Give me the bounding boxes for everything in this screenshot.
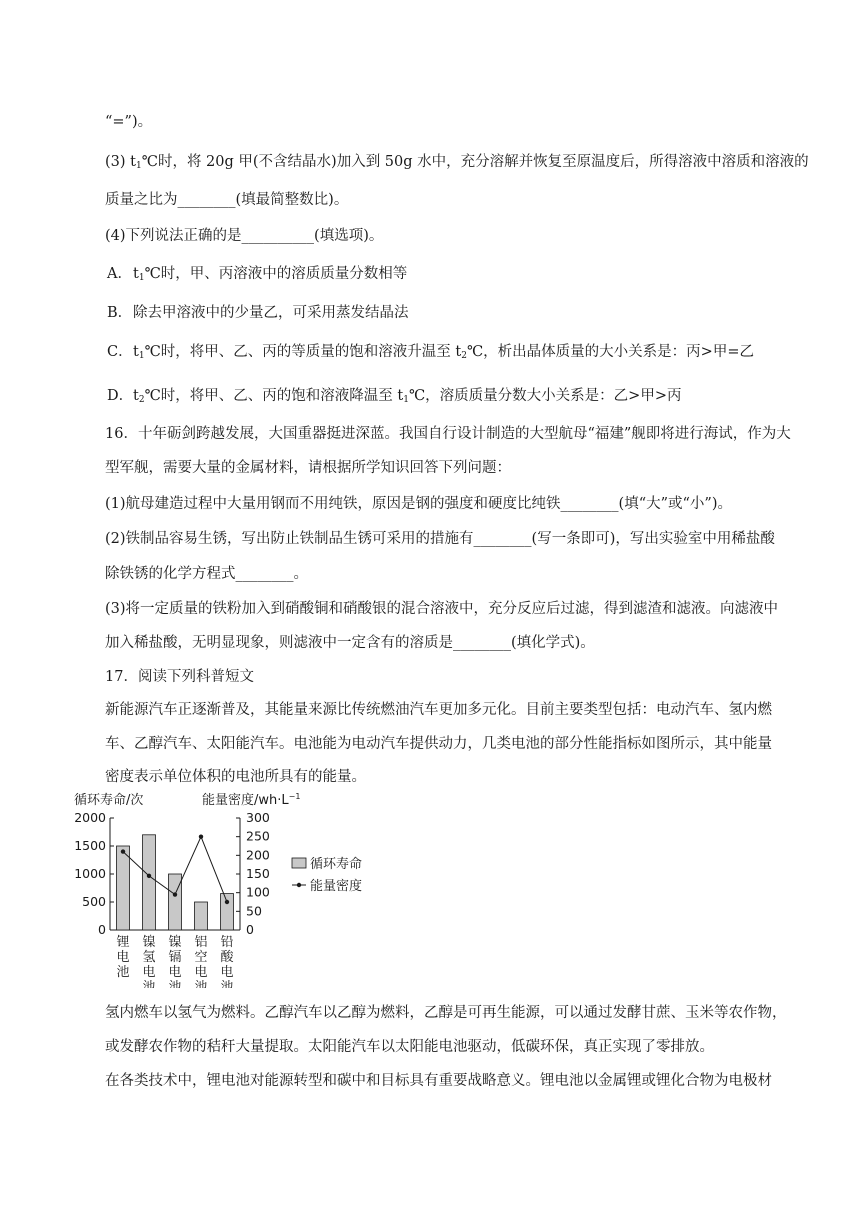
- passage-1-line-3: 密度表示单位体积的电池所具有的能量。: [105, 769, 366, 785]
- category-label-char: 池: [116, 965, 130, 980]
- category-label-char: 池: [168, 980, 182, 988]
- category-label-char: 池: [142, 980, 156, 988]
- right-tick-label: 100: [246, 884, 270, 900]
- right-axis-label-superscript: −1: [288, 792, 301, 801]
- left-tick-label: 1500: [74, 838, 106, 853]
- question-16-part-3-line-2: 加入稀盐酸，无明显现象，则滤液中一定含有的溶质是________(填化学式)。: [105, 635, 595, 651]
- category-label-char: 镍: [168, 935, 182, 950]
- right-tick-label: 250: [246, 828, 270, 844]
- left-tick-label: 1000: [74, 866, 106, 881]
- question-3-line-1: (3) $t_1℃$时，将 20g 甲(不含结晶水)加入到 50g 水中，充分溶解并恢复至原温度后，所得溶液中溶质和溶液的: [105, 154, 809, 171]
- passage-2-line-1: 氢内燃车以氢气为燃料。乙醇汽车以乙醇为燃料，乙醇是可再生能源，可以通过发酵甘蔗、玉米等农作物，: [105, 1005, 787, 1021]
- category-label-char: 氢: [142, 950, 156, 965]
- energy-density-point-镍镉电池: [173, 892, 177, 896]
- question-16-part-1: (1)航母建造过程中大量用钢而不用纯铁，原因是钢的强度和硬度比纯铁________(填“大”或“小”)。: [105, 496, 733, 512]
- bar-镍氢电池: [143, 835, 156, 930]
- left-tick-label: 500: [82, 894, 106, 909]
- bar-铝空电池: [195, 902, 208, 930]
- energy-density-point-锂电池: [121, 849, 125, 853]
- bar-锂电池: [117, 846, 130, 930]
- category-label-char: 电: [220, 965, 234, 980]
- option-a: A．$t_1℃$时，甲、丙溶液中的溶质质量分数相等: [107, 266, 408, 283]
- passage-1-line-2: 车、乙醇汽车、太阳能汽车。电池能为电动汽车提供动力，几类电池的部分性能指标如图所示，其中能量: [105, 736, 772, 752]
- right-tick-label: 0: [246, 922, 254, 937]
- category-label-char: 池: [220, 980, 234, 988]
- question-16-part-3-line-1: (3)将一定质量的铁粉加入到硝酸铜和硝酸银的混合溶液中，充分反应后过滤，得到滤渣和滤液。向滤液中: [105, 601, 779, 617]
- right-tick-label: 200: [246, 847, 270, 863]
- right-tick-label: 300: [246, 810, 270, 825]
- continuation-text: “=”)。: [105, 114, 153, 130]
- category-label-char: 电: [168, 965, 182, 980]
- category-label-char: 锂: [116, 935, 130, 950]
- question-17-title: 17．阅读下列科普短文: [105, 669, 254, 685]
- category-label-char: 铅: [220, 935, 234, 950]
- question-16-part-2-line-2: 除铁锈的化学方程式________。: [105, 566, 308, 582]
- question-4: (4)下列说法正确的是__________(填选项)。: [105, 228, 384, 244]
- bar-铅酸电池: [221, 894, 234, 930]
- category-label-char: 镍: [142, 935, 156, 950]
- question-3-line-2: 质量之比为________(填最简整数比)。: [105, 192, 349, 208]
- category-label-char: 酸: [220, 950, 234, 965]
- left-tick-label: 2000: [74, 810, 106, 825]
- energy-density-point-镍氢电池: [147, 874, 151, 878]
- passage-3-line-1: 在各类技术中，锂电池对能源转型和碳中和目标具有重要战略意义。锂电池以金属锂或锂化合物为电极材: [105, 1073, 772, 1089]
- passage-2-line-2: 或发酵农作物的秸秆大量提取。太阳能汽车以太阳能电池驱动，低碳环保，真正实现了零排放。: [105, 1039, 714, 1055]
- legend-cycle-life: 循环寿命: [310, 857, 363, 872]
- category-label-char: 电: [142, 965, 156, 980]
- passage-1-line-1: 新能源汽车正逐渐普及，其能量来源比传统燃油汽车更加多元化。目前主要类型包括：电动汽车、氢内燃: [105, 702, 772, 718]
- category-label-char: 电: [116, 950, 130, 965]
- legend-line-dot: [297, 883, 301, 887]
- battery-performance-chart: [70, 788, 390, 988]
- category-label-char: 空: [194, 950, 208, 965]
- left-axis-label: 循环寿命/次: [74, 793, 144, 808]
- energy-density-point-铅酸电池: [225, 900, 229, 904]
- category-label-char: 电: [194, 965, 208, 980]
- right-axis-label: 能量密度$/wh\cdot L^{-1}$: [202, 792, 301, 808]
- category-label-char: 镉: [168, 950, 182, 965]
- legend-energy-density: 能量密度: [310, 879, 363, 894]
- right-tick-label: 50: [246, 903, 262, 919]
- category-label-char: 池: [194, 980, 208, 988]
- option-d: D．$t_2℃$时，将甲、乙、丙的饱和溶液降温至 $t_1℃$，溶质质量分数大小关系是：乙>甲>丙: [107, 388, 682, 405]
- chart-svg: [70, 788, 390, 988]
- legend-bar-swatch: [292, 858, 306, 868]
- question-16-intro-1: 16．十年砺剑跨越发展，大国重器挺进深蓝。我国自行设计制造的大型航母“福建”舰即将进行海试，作为大: [105, 426, 791, 442]
- option-c: C．$t_1℃$时，将甲、乙、丙的等质量的饱和溶液升温至 $t_2℃$，析出晶体质量的大小关系是：丙>甲=乙: [107, 344, 754, 361]
- question-16-part-2-line-1: (2)铁制品容易生锈，写出防止铁制品生锈可采用的措施有________(写一条即可)，写出实验室中用稀盐酸: [105, 531, 775, 547]
- bar-镍镉电池: [169, 874, 182, 930]
- question-16-intro-2: 型军舰，需要大量的金属材料，请根据所学知识回答下列问题：: [105, 460, 511, 476]
- option-b: B．除去甲溶液中的少量乙，可采用蒸发结晶法: [107, 305, 409, 321]
- right-tick-label: 150: [246, 866, 270, 881]
- left-tick-label: 0: [98, 922, 106, 937]
- energy-density-point-铝空电池: [199, 834, 203, 838]
- category-label-char: 铝: [194, 935, 208, 950]
